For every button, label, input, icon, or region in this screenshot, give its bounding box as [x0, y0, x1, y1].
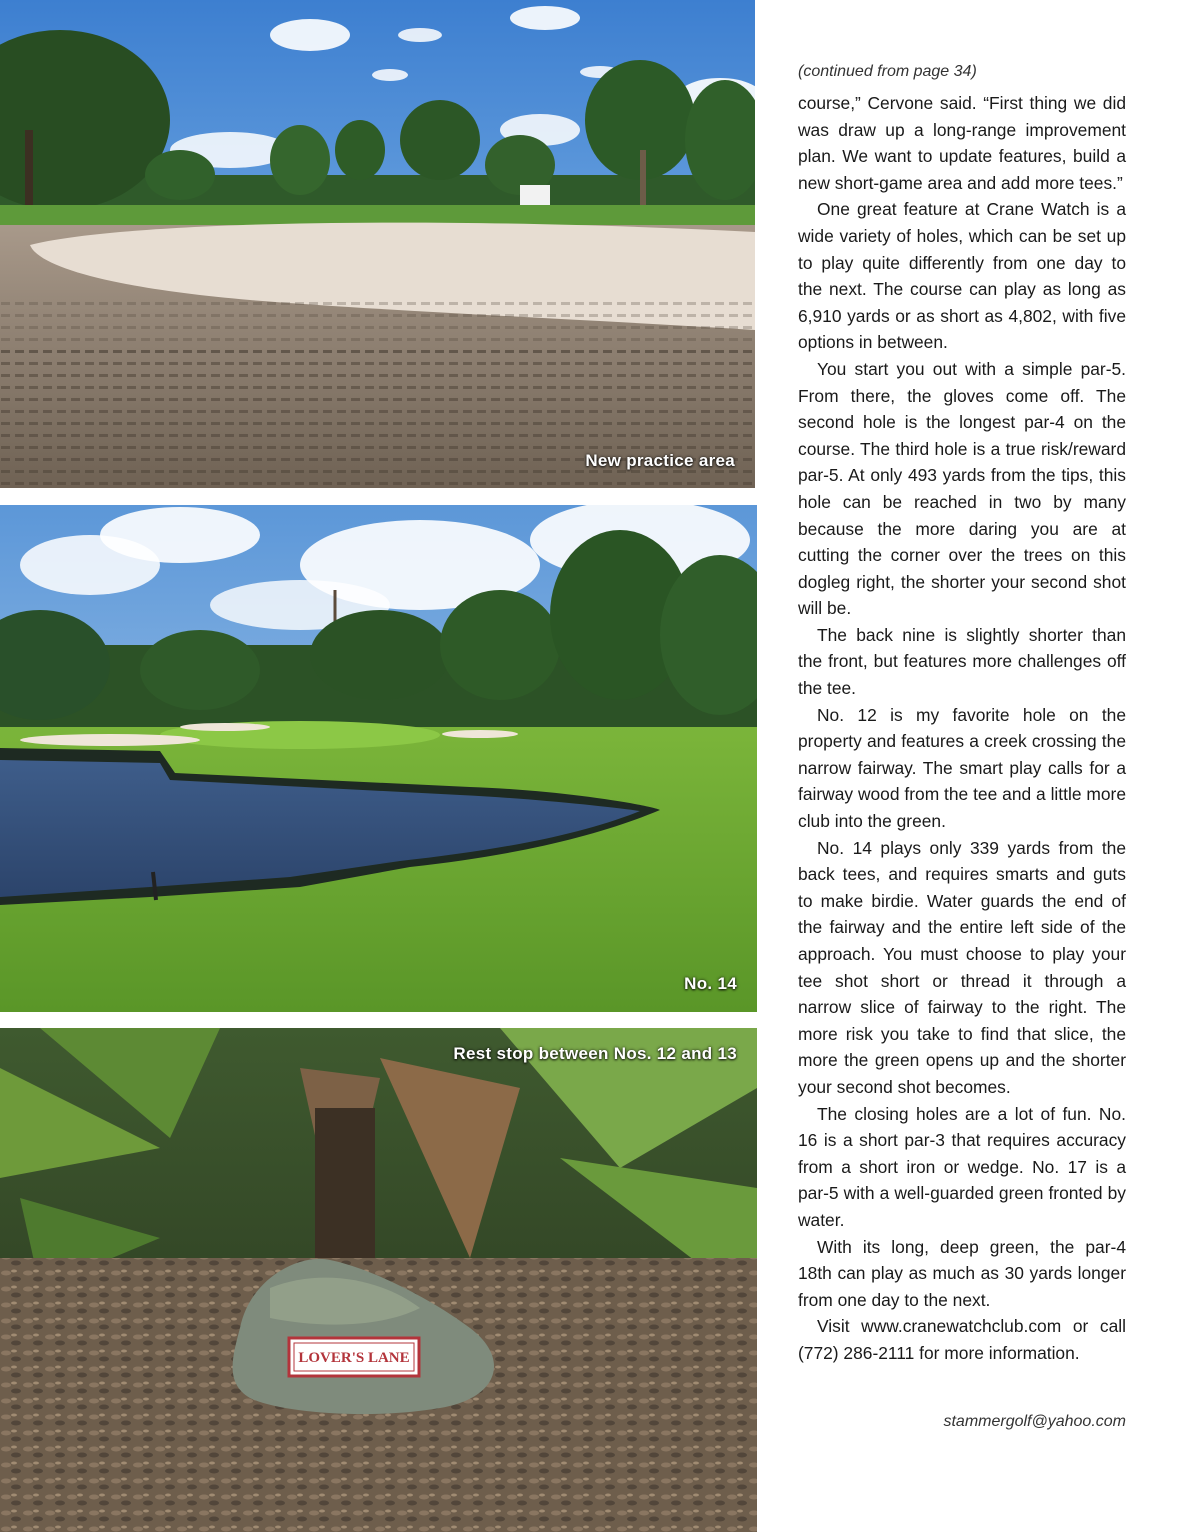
article-paragraph: One great feature at Crane Watch is a wide variety of holes, which can be set up to play quite differently from one day to the next. The course can play as long as 6,910 yards or as short as 4,802, with five options in between. — [798, 199, 1126, 353]
article-paragraph: You start you out with a simple par-5. From there, the gloves come off. The second hole is the longest par-4 on the course. The third hole is a true risk/reward par-5. At only 493 yards from the tips, this hole can be reached in two by many because the more daring you are at cutting the corner over the trees on this dogleg right, the shorter your second shot will be. — [798, 358, 1126, 619]
article-paragraph: The back nine is slightly shorter than the front, but features more challenges off the tee. — [798, 624, 1126, 699]
article-paragraph: course,” Cervone said. “First thing we did was draw up a long-range improvement plan. We want to update features, build a new short-game area and add more tees.” — [798, 93, 1126, 193]
article-paragraph: No. 12 is my favorite hole on the property and features a creek crossing the narrow fairway. The smart play calls for a fairway wood from the tee and a little more club into the green. — [798, 704, 1126, 832]
hole-14-image — [0, 505, 757, 1012]
photo-new-practice-area — [0, 0, 755, 488]
article-paragraph: Visit www.cranewatchclub.com or call (772) 286-2111 for more information. — [798, 1316, 1126, 1363]
article-paragraph: With its long, deep green, the par-4 18th can play as much as 30 yards longer from one day to the next. — [798, 1236, 1126, 1310]
article-paragraph: The closing holes are a lot of fun. No. 16 is a short par-3 that requires accuracy from a short iron or wedge. No. 17 is a par-5 with a well-guarded green fronted by water. — [798, 1103, 1126, 1230]
photo-caption: No. 14 — [684, 974, 737, 993]
photo-caption: Rest stop between Nos. 12 and 13 — [453, 1044, 737, 1063]
sign-text: LOVER'S LANE — [298, 1350, 410, 1366]
author-email: stammergolf@yahoo.com — [943, 1413, 1126, 1430]
practice-area-image — [0, 0, 755, 488]
rest-stop-image — [0, 1028, 757, 1532]
photo-rest-stop — [0, 1028, 757, 1532]
photo-caption: New practice area — [585, 451, 735, 470]
continued-note: (continued from page 34) — [798, 63, 977, 80]
photo-hole-14 — [0, 505, 757, 1012]
article-paragraph: No. 14 plays only 339 yards from the back tees, and requires smarts and guts to make birdie. Water guards the end of the fairway and the entire left side of the approach. You must choose to play your tee shot short or thread it through a narrow slice of fairway to the right. The more risk you take to find that slice, the more the green opens up and the shorter your second shot becomes. — [798, 837, 1126, 1097]
article-column — [798, 60, 1126, 1367]
